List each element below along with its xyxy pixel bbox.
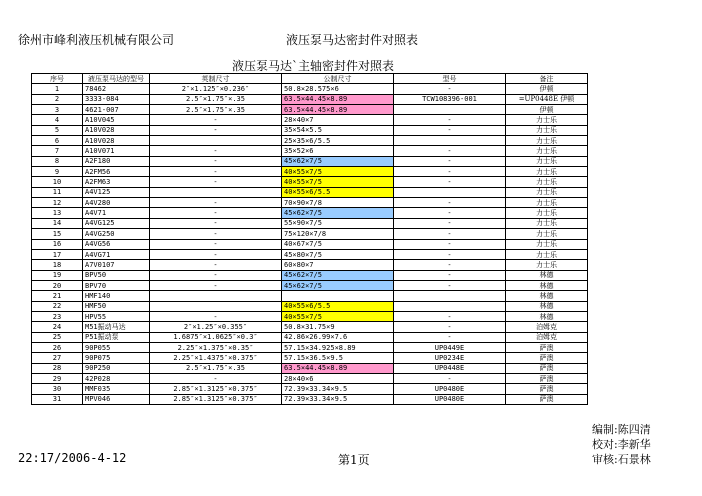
table-row bbox=[32, 280, 588, 290]
metric-size-cell: 60×80×7 bbox=[282, 260, 394, 270]
brand-note-cell: 林德 bbox=[506, 301, 588, 311]
row-number-cell: 9 bbox=[32, 167, 83, 177]
seal-type-cell: - bbox=[394, 332, 506, 342]
table-row bbox=[32, 384, 588, 394]
company-name: 徐州市峰利液压机械有限公司 bbox=[18, 33, 175, 47]
metric-size-cell: 57.15×36.5×9.5 bbox=[282, 353, 394, 363]
metric-size-cell: 40×55×7/5 bbox=[282, 177, 394, 187]
metric-size-cell: 40×55×7/5 bbox=[282, 311, 394, 321]
col-header-metric: 公制尺寸 bbox=[282, 74, 394, 84]
col-header-type: 型号 bbox=[394, 74, 506, 84]
row-number-cell: 28 bbox=[32, 363, 83, 373]
editor-signature: 编制:陈四清 bbox=[592, 423, 651, 436]
row-number-cell: 19 bbox=[32, 270, 83, 280]
brand-note-cell: 泊姆克 bbox=[506, 332, 588, 342]
metric-size-cell: 55×90×7/5 bbox=[282, 218, 394, 228]
table-row bbox=[32, 239, 588, 249]
metric-size-cell: 42.86×26.99×7.6 bbox=[282, 332, 394, 342]
seal-type-cell: UP0480E bbox=[394, 384, 506, 394]
brand-note-cell: 力士乐 bbox=[506, 167, 588, 177]
row-number-cell: 12 bbox=[32, 198, 83, 208]
seal-type-cell: UP0480E bbox=[394, 394, 506, 404]
pump-model-cell: BPV50 bbox=[83, 270, 150, 280]
metric-size-cell: 45×62×7/5 bbox=[282, 280, 394, 290]
seal-type-cell: TCW108396-001 bbox=[394, 94, 506, 104]
inch-size-cell bbox=[150, 136, 282, 146]
brand-note-cell: 林德 bbox=[506, 280, 588, 290]
pump-model-cell: A4VG71 bbox=[83, 249, 150, 259]
inch-size-cell: 2.25″×1.4375″×0.375″ bbox=[150, 353, 282, 363]
inch-size-cell: 2.25″×1.375″×0.35″ bbox=[150, 342, 282, 352]
pump-model-cell: A4V71 bbox=[83, 208, 150, 218]
pump-model-cell: 90P075 bbox=[83, 353, 150, 363]
brand-note-cell: 林德 bbox=[506, 270, 588, 280]
brand-note-cell: 力士乐 bbox=[506, 115, 588, 125]
inch-size-cell: - bbox=[150, 260, 282, 270]
metric-size-cell: 40×67×7/5 bbox=[282, 239, 394, 249]
metric-size-cell: 57.15×34.925×8.89 bbox=[282, 342, 394, 352]
inch-size-cell: - bbox=[150, 156, 282, 166]
pump-model-cell: P51振动泵 bbox=[83, 332, 150, 342]
seal-type-cell: - bbox=[394, 311, 506, 321]
inch-size-cell: 2.85″×1.3125″×0.375″ bbox=[150, 384, 282, 394]
metric-size-cell: 25×35×6/5.5 bbox=[282, 136, 394, 146]
table-row bbox=[32, 187, 588, 197]
row-number-cell: 24 bbox=[32, 322, 83, 332]
table-row bbox=[32, 167, 588, 177]
brand-note-cell: 萨澳 bbox=[506, 353, 588, 363]
pump-model-cell: A2FM63 bbox=[83, 177, 150, 187]
checker-signature: 校对:李新华 bbox=[592, 438, 651, 451]
seal-type-cell: - bbox=[394, 115, 506, 125]
row-number-cell: 2 bbox=[32, 94, 83, 104]
pump-model-cell: A10V028 bbox=[83, 125, 150, 135]
print-datetime: 22:17/2006-4-12 bbox=[18, 451, 127, 465]
seal-type-cell: - bbox=[394, 167, 506, 177]
seal-type-cell: UP0234E bbox=[394, 353, 506, 363]
brand-note-cell: 力士乐 bbox=[506, 260, 588, 270]
pump-model-cell: 3333-084 bbox=[83, 94, 150, 104]
inch-size-cell: - bbox=[150, 218, 282, 228]
seal-type-cell: - bbox=[394, 125, 506, 135]
table-row bbox=[32, 177, 588, 187]
brand-note-cell: 萨澳 bbox=[506, 373, 588, 383]
seal-type-cell: - bbox=[394, 239, 506, 249]
pump-model-cell: BPV70 bbox=[83, 280, 150, 290]
inch-size-cell: - bbox=[150, 115, 282, 125]
metric-size-cell: 40×55×6/5.5 bbox=[282, 187, 394, 197]
brand-note-cell: 力士乐 bbox=[506, 239, 588, 249]
pump-model-cell: HPV55 bbox=[83, 311, 150, 321]
row-number-cell: 25 bbox=[32, 332, 83, 342]
seal-type-cell: UP0449E bbox=[394, 342, 506, 352]
row-number-cell: 1 bbox=[32, 84, 83, 94]
brand-note-cell: 力士乐 bbox=[506, 208, 588, 218]
seal-type-cell: - bbox=[394, 146, 506, 156]
metric-size-cell: 63.5×44.45×8.89 bbox=[282, 94, 394, 104]
metric-size-cell: 63.5×44.45×8.89 bbox=[282, 105, 394, 115]
seal-type-cell bbox=[394, 136, 506, 146]
inch-size-cell: - bbox=[150, 229, 282, 239]
seal-type-cell: - bbox=[394, 280, 506, 290]
table-row bbox=[32, 270, 588, 280]
pump-model-cell: A2FM56 bbox=[83, 167, 150, 177]
table-row bbox=[32, 291, 588, 301]
inch-size-cell: - bbox=[150, 198, 282, 208]
row-number-cell: 27 bbox=[32, 353, 83, 363]
inch-size-cell: 2″×1.125″×0.236″ bbox=[150, 84, 282, 94]
inch-size-cell: - bbox=[150, 311, 282, 321]
row-number-cell: 31 bbox=[32, 394, 83, 404]
table-row bbox=[32, 105, 588, 115]
brand-note-cell: 力士乐 bbox=[506, 136, 588, 146]
brand-note-cell: =UP0448E 伊顿 bbox=[506, 94, 588, 104]
table-row bbox=[32, 208, 588, 218]
brand-note-cell: 伊顿 bbox=[506, 84, 588, 94]
row-number-cell: 15 bbox=[32, 229, 83, 239]
row-number-cell: 5 bbox=[32, 125, 83, 135]
metric-size-cell: 63.5×44.45×8.89 bbox=[282, 363, 394, 373]
row-number-cell: 26 bbox=[32, 342, 83, 352]
seal-table bbox=[31, 73, 588, 405]
row-number-cell: 21 bbox=[32, 291, 83, 301]
table-row bbox=[32, 94, 588, 104]
col-header-inch: 英制尺寸 bbox=[150, 74, 282, 84]
metric-size-cell: 75×120×7/8 bbox=[282, 229, 394, 239]
table-row bbox=[32, 322, 588, 332]
brand-note-cell: 林德 bbox=[506, 291, 588, 301]
reviewer-signature: 审核:石景林 bbox=[592, 453, 651, 466]
brand-note-cell: 泊姆克 bbox=[506, 322, 588, 332]
brand-note-cell: 力士乐 bbox=[506, 198, 588, 208]
seal-type-cell bbox=[394, 301, 506, 311]
metric-size-cell: 50.8×31.75×9 bbox=[282, 322, 394, 332]
inch-size-cell: 2.85″×1.3125″×0.375″ bbox=[150, 394, 282, 404]
table-row bbox=[32, 218, 588, 228]
brand-note-cell: 力士乐 bbox=[506, 125, 588, 135]
metric-size-cell: 40×55×6/5.5 bbox=[282, 301, 394, 311]
seal-type-cell bbox=[394, 291, 506, 301]
inch-size-cell: - bbox=[150, 270, 282, 280]
brand-note-cell: 力士乐 bbox=[506, 229, 588, 239]
row-number-cell: 17 bbox=[32, 249, 83, 259]
row-number-cell: 8 bbox=[32, 156, 83, 166]
metric-size-cell: 28×40×7 bbox=[282, 115, 394, 125]
inch-size-cell: - bbox=[150, 208, 282, 218]
inch-size-cell bbox=[150, 291, 282, 301]
seal-type-cell: UP0448E bbox=[394, 363, 506, 373]
inch-size-cell: 1.6875″×1.0625″×0.3″ bbox=[150, 332, 282, 342]
pump-model-cell: A4VG125 bbox=[83, 218, 150, 228]
table-row bbox=[32, 84, 588, 94]
inch-size-cell: 2.5″×1.75″×.35 bbox=[150, 363, 282, 373]
brand-note-cell: 萨澳 bbox=[506, 384, 588, 394]
pump-model-cell: 42P028 bbox=[83, 373, 150, 383]
inch-size-cell: 2.5″×1.75″×.35 bbox=[150, 105, 282, 115]
col-header-model: 液压泵马达的型号 bbox=[83, 74, 150, 84]
table-row bbox=[32, 198, 588, 208]
inch-size-cell: - bbox=[150, 125, 282, 135]
row-number-cell: 22 bbox=[32, 301, 83, 311]
table-row bbox=[32, 353, 588, 363]
table-title: 液压泵马达`主轴密封件对照表 bbox=[232, 59, 395, 73]
inch-size-cell: 2.5″×1.75″×.35 bbox=[150, 94, 282, 104]
seal-type-cell: - bbox=[394, 198, 506, 208]
brand-note-cell: 力士乐 bbox=[506, 156, 588, 166]
brand-note-cell: 力士乐 bbox=[506, 249, 588, 259]
pump-model-cell: A2F180 bbox=[83, 156, 150, 166]
inch-size-cell bbox=[150, 301, 282, 311]
pump-model-cell: A4V280 bbox=[83, 198, 150, 208]
metric-size-cell: 28×40×6 bbox=[282, 373, 394, 383]
row-number-cell: 6 bbox=[32, 136, 83, 146]
seal-type-cell: - bbox=[394, 208, 506, 218]
row-number-cell: 14 bbox=[32, 218, 83, 228]
pump-model-cell: HMF50 bbox=[83, 301, 150, 311]
table-row bbox=[32, 311, 588, 321]
table-row bbox=[32, 229, 588, 239]
table-row bbox=[32, 146, 588, 156]
table-row bbox=[32, 342, 588, 352]
pump-model-cell: A4V125 bbox=[83, 187, 150, 197]
brand-note-cell: 林德 bbox=[506, 311, 588, 321]
seal-type-cell: - bbox=[394, 260, 506, 270]
metric-size-cell: 35×52×6 bbox=[282, 146, 394, 156]
pump-model-cell: A10V028 bbox=[83, 136, 150, 146]
seal-type-cell: - bbox=[394, 84, 506, 94]
table-row bbox=[32, 156, 588, 166]
document-title: 液压泵马达密封件对照表 bbox=[286, 33, 419, 47]
seal-type-cell bbox=[394, 105, 506, 115]
inch-size-cell: - bbox=[150, 280, 282, 290]
row-number-cell: 10 bbox=[32, 177, 83, 187]
metric-size-cell: 72.39×33.34×9.5 bbox=[282, 384, 394, 394]
brand-note-cell: 萨澳 bbox=[506, 363, 588, 373]
table-header-row bbox=[32, 74, 588, 84]
row-number-cell: 13 bbox=[32, 208, 83, 218]
row-number-cell: 7 bbox=[32, 146, 83, 156]
pump-model-cell: 4621-007 bbox=[83, 105, 150, 115]
col-header-note: 备注 bbox=[506, 74, 588, 84]
pump-model-cell: A4VG250 bbox=[83, 229, 150, 239]
inch-size-cell: - bbox=[150, 177, 282, 187]
brand-note-cell: 力士乐 bbox=[506, 177, 588, 187]
table-row bbox=[32, 373, 588, 383]
table-row bbox=[32, 136, 588, 146]
pump-model-cell: MPV046 bbox=[83, 394, 150, 404]
brand-note-cell: 伊顿 bbox=[506, 105, 588, 115]
page-number: 第1页 bbox=[338, 453, 370, 467]
row-number-cell: 23 bbox=[32, 311, 83, 321]
seal-type-cell: - bbox=[394, 218, 506, 228]
metric-size-cell: 45×62×7/5 bbox=[282, 156, 394, 166]
metric-size-cell: 45×62×7/5 bbox=[282, 270, 394, 280]
pump-model-cell: A10V045 bbox=[83, 115, 150, 125]
inch-size-cell bbox=[150, 187, 282, 197]
row-number-cell: 30 bbox=[32, 384, 83, 394]
metric-size-cell: 35×54×5.5 bbox=[282, 125, 394, 135]
inch-size-cell: - bbox=[150, 239, 282, 249]
table-row bbox=[32, 332, 588, 342]
seal-type-cell: - bbox=[394, 373, 506, 383]
inch-size-cell: - bbox=[150, 249, 282, 259]
seal-type-cell: - bbox=[394, 156, 506, 166]
col-header-no: 序号 bbox=[32, 74, 83, 84]
pump-model-cell: 90P250 bbox=[83, 363, 150, 373]
brand-note-cell: 萨澳 bbox=[506, 342, 588, 352]
seal-type-cell: - bbox=[394, 270, 506, 280]
row-number-cell: 11 bbox=[32, 187, 83, 197]
table-row bbox=[32, 260, 588, 270]
metric-size-cell: 72.39×33.34×9.5 bbox=[282, 394, 394, 404]
table-row bbox=[32, 301, 588, 311]
row-number-cell: 4 bbox=[32, 115, 83, 125]
metric-size-cell: 45×80×7/5 bbox=[282, 249, 394, 259]
table-row bbox=[32, 249, 588, 259]
seal-type-cell: - bbox=[394, 322, 506, 332]
metric-size-cell: 45×62×7/5 bbox=[282, 208, 394, 218]
row-number-cell: 20 bbox=[32, 280, 83, 290]
brand-note-cell: 力士乐 bbox=[506, 146, 588, 156]
metric-size-cell: 40×55×7/5 bbox=[282, 167, 394, 177]
metric-size-cell: 50.8×28.575×6 bbox=[282, 84, 394, 94]
row-number-cell: 3 bbox=[32, 105, 83, 115]
pump-model-cell: HMF140 bbox=[83, 291, 150, 301]
inch-size-cell: - bbox=[150, 146, 282, 156]
table-row bbox=[32, 115, 588, 125]
brand-note-cell: 力士乐 bbox=[506, 218, 588, 228]
seal-type-cell: - bbox=[394, 249, 506, 259]
pump-model-cell: A7V0107 bbox=[83, 260, 150, 270]
brand-note-cell: 力士乐 bbox=[506, 187, 588, 197]
table-row bbox=[32, 363, 588, 373]
seal-type-cell: - bbox=[394, 177, 506, 187]
brand-note-cell: 萨澳 bbox=[506, 394, 588, 404]
metric-size-cell bbox=[282, 291, 394, 301]
seal-type-cell bbox=[394, 187, 506, 197]
pump-model-cell: M51振动马达 bbox=[83, 322, 150, 332]
inch-size-cell: 2″×1.25″×0.355″ bbox=[150, 322, 282, 332]
inch-size-cell: - bbox=[150, 373, 282, 383]
seal-type-cell: - bbox=[394, 229, 506, 239]
pump-model-cell: 90P055 bbox=[83, 342, 150, 352]
row-number-cell: 18 bbox=[32, 260, 83, 270]
pump-model-cell: 78462 bbox=[83, 84, 150, 94]
row-number-cell: 16 bbox=[32, 239, 83, 249]
table-row bbox=[32, 125, 588, 135]
pump-model-cell: A10V071 bbox=[83, 146, 150, 156]
row-number-cell: 29 bbox=[32, 373, 83, 383]
pump-model-cell: MMF035 bbox=[83, 384, 150, 394]
metric-size-cell: 70×90×7/8 bbox=[282, 198, 394, 208]
pump-model-cell: A4VG56 bbox=[83, 239, 150, 249]
inch-size-cell: - bbox=[150, 167, 282, 177]
table-row bbox=[32, 394, 588, 404]
